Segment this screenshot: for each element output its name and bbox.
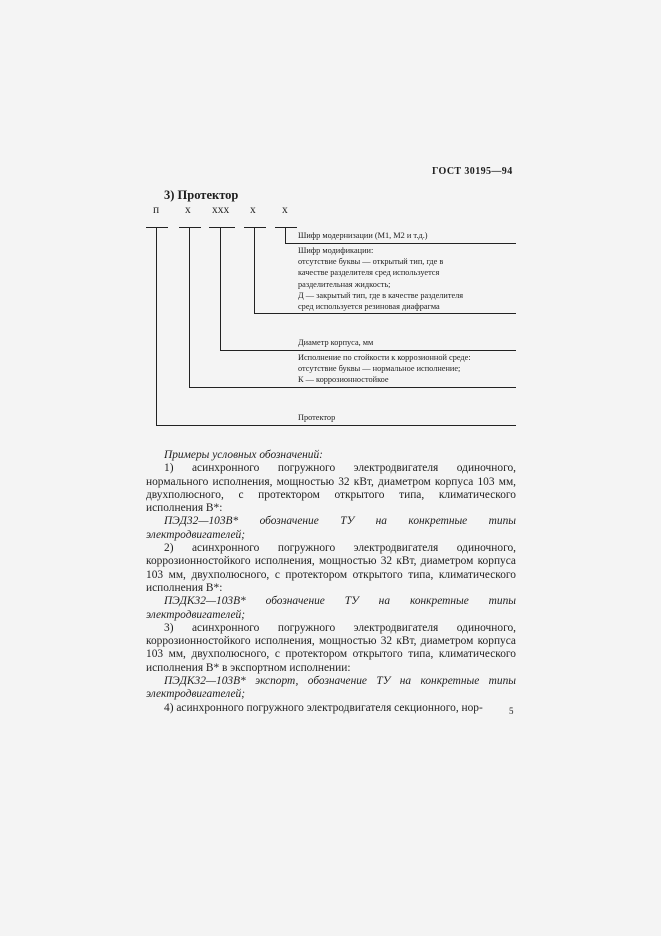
label-housing-diameter: Диаметр корпуса, мм	[298, 338, 374, 347]
example-designation: ПЭД32—103В* обозначение ТУ на конкретные типы электродвигателей;	[146, 515, 516, 541]
leader-modification	[254, 313, 516, 314]
code-position-5: х	[282, 204, 288, 216]
document-standard-header: ГОСТ 30195—94	[432, 166, 513, 177]
example-paragraph: 1) асинхронного погружного электродвигателя одиночного, нормального исполнения, мощностью 32 кВт, диаметром корпуса 103 мм, двухполюсного, с протектором открытого типа, климатического исполнения В*:	[146, 462, 516, 515]
code-position-3: ххх	[212, 204, 230, 216]
label-protector: Протектор	[298, 413, 336, 422]
label-modernization-code: Шифр модернизации (М1, М2 и т.д.)	[298, 231, 428, 240]
label-modification-code: Шифр модификации: отсутствие буквы — открытый тип, где в качестве разделителя сред используется разделительная жидкость; Д — закрытый тип, где в качестве разделителя сред используется резиновая диафрагма	[298, 246, 464, 312]
leader-corrosion	[189, 387, 516, 388]
connector-modernization	[285, 228, 286, 244]
section-title: 3) Протектор	[164, 188, 239, 202]
examples-heading: Примеры условных обозначений:	[164, 449, 323, 461]
example-paragraph: 4) асинхронного погружного электродвигателя секционного, нор-	[164, 701, 483, 714]
page-number: 5	[509, 706, 514, 716]
example-designation: ПЭДК32—103В* обозначение ТУ на конкретные типы электродвигателей;	[146, 595, 516, 621]
example-paragraph: 2) асинхронного погружного электродвигателя одиночного, коррозионностойкого исполнения, мощностью 32 кВт, диаметром корпуса 103 мм, двухполюсного, с протектором открытого типа, климатического исполнения В*:	[146, 542, 516, 594]
label-corrosion-resistance: Исполнение по стойкости к коррозионной среде: отсутствие буквы — нормальное исполнение; К — коррозионностойкое	[298, 353, 471, 385]
connector-diameter	[220, 228, 221, 351]
example-paragraph: 3) асинхронного погружного электродвигателя одиночного, коррозионностойкого исполнения, мощностью 32 кВт, диаметром корпуса 103 мм, двухполюсного, с протектором открытого типа, климатического исполнения В* в экспортном исполнении:	[146, 621, 516, 674]
code-position-4: х	[250, 204, 256, 216]
leader-protector	[156, 425, 516, 426]
code-position-2: х	[185, 204, 191, 216]
code-position-1: п	[153, 204, 160, 216]
connector-corrosion	[189, 228, 190, 388]
examples-section	[146, 449, 516, 715]
code-underline-3	[209, 227, 235, 228]
connector-protector	[156, 228, 157, 426]
connector-modification	[254, 228, 255, 314]
example-designation: ПЭДК32—103В* экспорт, обозначение ТУ на конкретные типы электродвигателей;	[146, 675, 516, 701]
